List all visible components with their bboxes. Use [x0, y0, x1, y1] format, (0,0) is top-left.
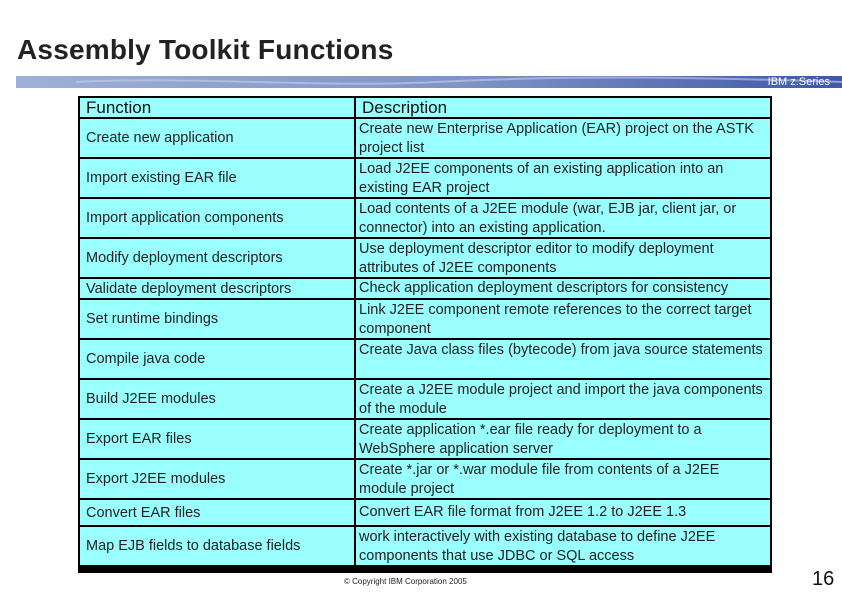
description-cell: Create new Enterprise Application (EAR) project on the ASTK project list — [356, 119, 770, 157]
function-cell: Validate deployment descriptors — [80, 279, 354, 298]
slide-title: Assembly Toolkit Functions — [17, 34, 394, 65]
functions-table — [78, 96, 772, 573]
ibm-zseries-label: IBM z.Series — [767, 76, 830, 88]
function-cell: Compile java code — [80, 340, 354, 378]
function-cell: Convert EAR files — [80, 500, 354, 525]
title-underline-bar — [16, 76, 842, 88]
function-cell: Map EJB fields to database fields — [80, 527, 354, 565]
function-cell: Export EAR files — [80, 420, 354, 458]
description-cell: Convert EAR file format from J2EE 1.2 to J2EE 1.3 — [356, 500, 770, 525]
description-cell: Create Java class files (bytecode) from java source statements — [356, 340, 770, 378]
function-cell: Set runtime bindings — [80, 300, 354, 338]
description-cell: Create *.jar or *.war module file from contents of a J2EE module project — [356, 460, 770, 498]
description-cell: Load J2EE components of an existing application into an existing EAR project — [356, 159, 770, 197]
description-cell: Check application deployment descriptors for consistency — [356, 279, 770, 298]
function-cell: Export J2EE modules — [80, 460, 354, 498]
description-cell: Use deployment descriptor editor to modify deployment attributes of J2EE components — [356, 239, 770, 277]
header-function: Function — [80, 98, 354, 117]
function-cell: Create new application — [80, 119, 354, 157]
function-cell: Build J2EE modules — [80, 380, 354, 418]
function-cell: Modify deployment descriptors — [80, 239, 354, 277]
header-description: Description — [356, 98, 770, 117]
description-cell: Create a J2EE module project and import the java components of the module — [356, 380, 770, 418]
function-cell: Import application components — [80, 199, 354, 237]
description-cell: work interactively with existing database to define J2EE components that use JDBC or SQL access — [356, 527, 770, 565]
description-cell: Link J2EE component remote references to the correct target component — [356, 300, 770, 338]
page-number: 16 — [812, 568, 835, 590]
function-cell: Import existing EAR file — [80, 159, 354, 197]
description-cell: Create application *.ear file ready for deployment to a WebSphere application server — [356, 420, 770, 458]
description-cell: Load contents of a J2EE module (war, EJB jar, client jar, or connector) into an existing application. — [356, 199, 770, 237]
copyright-notice: © Copyright IBM Corporation 2005 — [344, 577, 467, 586]
